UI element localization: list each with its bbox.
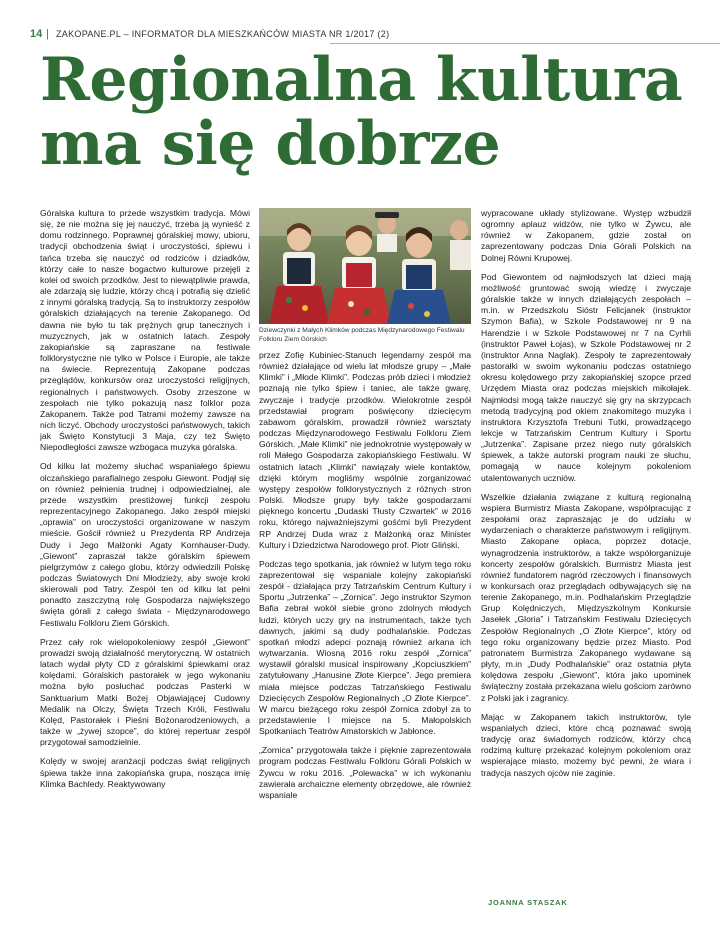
column-3 [481, 208, 691, 787]
paragraph: Mając w Zakopanem takich instruktorów, tyle wspaniałych dzieci, które chcą poznawać swoją tradycję oraz świadomych rodziców, którzy chcą rodzimą kulturę przekazać kolejnym pokoleniom oraz wspierające miasto, możemy być pewni, że wiara i tradycja naszych ojców nie zaginie. [481, 711, 691, 778]
folk-dancers-illustration [259, 208, 471, 324]
paragraph: Podczas tego spotkania, jak również w lutym tego roku zaprezentował się wspaniale kolejny zakopiański zespół - działająca przy Tatrzańskim Centrum Kultury i Sportu „Jutrzenka” – „Zornica”. Jego instruktor Szymon Bafia zebrał wokół siebie grono zdolnych młodych ludzi, których uczy gry na instrumentach, także tych dawnych, jakimi są dudy podhalańskie. Podczas spotkań młodzi adepci poznają również arkana ich wytwarzania. Wiosną 2016 roku zespół „Zornica” wystawił góralski musical inspirowany „Kopciuszkiem” zatytułowany „Hanusine Złote Kierpce”. Jego premiera miała miejsce podczas Tatrzańskiego Festiwalu Dziecięcych Zespołów Regionalnych „O Złote Kierpce”. W marcu bieżącego roku zespół Zornica zdobył za to przedstawienie I miejsce na 5. Małopolskich Spotkaniach Teatrów Amatorskich w Jabłonce. [259, 558, 471, 737]
paragraph: wypracowane układy stylizowane. Występ wzbudził ogromny aplauz widzów, nie tylko w Żywcu, ale również w Zakopanem, gdzie został on zaprezentowany podczas Dnia Górali Polskich na Dolnej Równi Krupowej. [481, 208, 691, 263]
running-header [30, 28, 690, 44]
paragraph: Pod Giewontem od najmłodszych lat dzieci mają możliwość gruntować swoją wiedzę i zwyczaje góralskie także w innych działających zespołach – m.in. w Przedszkolu Sióstr Felicjanek (instruktor Szymon Bafia), w Szkole Podstawowej nr 9 na Harendzie i w Szkole Podstawowej nr 7 na Cyrhli (instruktor Paweł Łojas), w Szkole Podstawowej nr 2 (instruktor Anna Naglak). Zespoły te zaprezentowały pastorałki w swoim wykonaniu podczas ostatniego okresu kolędowego przy zakopiańskiej szopce przed Urzędem Miasta oraz podczas miejskich mikołajek. Najmłodsi mogą także nauczyć się gry na skrzypcach metodą tradycyjną pod okiem znakomitego muzyka i instruktora Krzysztofa Trebuni Tutki, prowadzącego lekcje w Tatrzańskim Centrum Kultury i Sportu „Jutrzenka”. Zapisane przez niego nuty góralskich śpiewek, a także autorski program nauki ze słuchu, pomagają w nauce kolejnym pokoleniom utalentowanych uczniów. [481, 271, 691, 483]
page-number: 14 [30, 28, 43, 40]
article-photo [259, 208, 471, 324]
header-rule [330, 43, 720, 44]
paragraph: przez Zofię Kubiniec-Stanuch legendarny zespół ma również działające od wielu lat młodsze grupy – „Małe Klimki” i „Młode Klimki”. Podczas prób dzieci i młodzież poznają nie tylko śpiew i taniec, ale także gwarę, zwyczaje i tradycje przodków. Wielokrotnie zespół przedstawiał program poświęcony dziecięcym zabawom góralskim, prowadził również warsztaty podczas Międzynarodowego Festiwalu Folkloru Ziem Górskich. „Małe Klimki” nie jednokrotnie występowały w roli Małego Gospodarza zakopiańskiego Festiwalu. W ostatnich latach „Klimki” nawiązały wiele kontaktów, dzięki którym mogliśmy wspólnie zorganizować występy zespołów folklorystycznych z różnych stron Polski. Młodsze grupy były także gospodarzami pięknego koncertu „Dudaski Tłusty Czwartek” w 2016 roku, którego najważniejszymi gośćmi byli Prezydent RP Andrzej Duda wraz z Małżonką oraz Minister Kultury i Dziedzictwa Narodowego prof. Piotr Gliński. [259, 350, 471, 550]
publication-line: ZAKOPANE.PL – INFORMATOR DLA MIESZKAŃCÓW MIASTA NR 1/2017 (2) [56, 29, 390, 39]
title-line-2: ma się dobrze [40, 109, 501, 179]
paragraph: Przez cały rok wielopokoleniowy zespół „Giewont” prowadzi swoją działalność merytoryczną. W ostatnich latach wydał płyty CD z góralskimi śpiewkami oraz kolędami. Góralskich pastorałek w jego wykonaniu można było posłuchać podczas Pasterki w Sanktuarium Matki Bożej Objawiającej Cudowny Medalik na Olczy, Święta Trzech Króli, Festiwalu Kolęd, Pastorałek i Pieśni Bożonarodzeniowych, a także w „żywej szopce”, do której repertuar zespół przygotował samodzielnie. [40, 636, 250, 748]
paragraph: Kolędy w swojej aranżacji podczas świąt religijnych śpiewa także inna zakopiańska grupa, nosząca imię Klimka Bachledy. Reaktywowany [40, 756, 250, 789]
title-line-1: Regionalna kultura [40, 45, 683, 115]
article-title [40, 45, 700, 179]
column-1 [40, 208, 250, 798]
author-signature: JOANNA STASZAK [488, 898, 568, 907]
photo-caption: Dziewczynki z Małych Klimków podczas Międzynarodowego Festiwalu Folkloru Ziem Górskich [259, 327, 465, 343]
paragraph: Od kilku lat możemy słuchać wspaniałego śpiewu olczańskiego parafialnego zespołu Giewont. Podjął się on również pełnienia trudnej i odpowiedzialnej, ale przede wszystkim prestiżowej funkcji zespołu reprezentacyjnego Zakopanego. Jako zespół miejski „oprawia” on uroczystości organizowane w naszym mieście. Gościł również u Prezydenta RP Andrzeja Dudy i Jego Małżonki Agaty Kornhauser-Dudy. „Giewont” zapraszał także góralskim śpiewem pielgrzymów z całego globu, którzy odwiedzili Polskę podczas Światowych Dni Młodzieży, aby swoje kroki skierowali pod Tatry. Zespół ten od kilku lat pełni ponadto zaszczytną rolę Gospodarza największego święta górali z całego świata - Międzynarodowego Festiwalu Folkloru Ziem Górskich. [40, 461, 250, 628]
header-separator: | [46, 28, 49, 40]
column-2 [259, 350, 471, 809]
paragraph: Wszelkie działania związane z kulturą regionalną wspiera Burmistrz Miasta Zakopane, współpracując z zespołami oraz zapraszając je do udziału w wydarzeniach o charakterze państwowym i religijnym. Miasto Zakopane opłaca, poprzez dotacje, wynagrodzenia instruktorów, a także współorganizuje koncerty zespołów góralskich. Burmistrz Miasta jest również fundatorem nagród rzeczowych i finansowych w konkursach oraz przeglądach odbywających się na terenie Zakopanego, m.in. Podhalańskim Przeglądzie Grup Kolędniczych, Międzyszkolnym Konkursie Jasełek „Gloria” i Tatrzańskim Festiwalu Dziecięcych Zespołów Regionalnych „O Złote Kierpce”, który od tego roku organizowany będzie przez Miasto. Pod patronatem Burmistrza Zakopanego wydawane są płyty, m.in „Dudy Podhalańskie” oraz ostatnia płyta kolędowa zespołu „Giewont”, która jako upominek świąteczny została przekazana wielu gościom zarówno z Polski jak i zagranicy. [481, 491, 691, 703]
paragraph: „Zornica” przygotowała także i pięknie zaprezentowała program podczas Festiwalu Folkloru Górali Polskich w Żywcu w roku 2016. „Polewacka” w ich wykonaniu zawierała archaiczne elementy obrzędowe, ale również wspaniale [259, 745, 471, 800]
paragraph: Góralska kultura to przede wszystkim tradycja. Mówi się, że nie można się jej nauczyć, trzeba ją wynieść z domu rodzinnego. Poprawnej góralskiej mowy, ubioru, tradycji obchodzenia świąt i uroczystości, śpiewu i tańca trzeba się nauczyć od rodziców i dziadków, którzy całe to nasze bogactwo kulturowe przejęli z kolei od swoich przodków. Jest to niewątpliwie prawda, ale zdarzają się ludzie, którzy chcą i potrafią się dzielić z innymi góralską tradycją. Są to instruktorzy zespołów góralskich działających na terenie Zakopanego. Od dawna nie było tu tak prężnych grup tanecznych i muzycznych, jak w ostatnich latach. Zespoły zakopiańskie są zapraszane na festiwale folklorystyczne nie tylko w Polsce i Europie, ale także na świecie. Reprezentują Zakopane podczas przeglądów, konkursów oraz uroczystości religijnych, regionalnych i państwowych. Osoby zrzeszone w zespołach nie tylko pokazują nasz folklor poza Zakopanem. Także pod Tatrami możemy zawsze na nich liczyć. Obchody uroczystości państwowych, takich jak Święto Konstytucji 3 Maja, czy też Święto Niepodległości zawsze wzbogaca muzyka góralska. [40, 208, 250, 453]
